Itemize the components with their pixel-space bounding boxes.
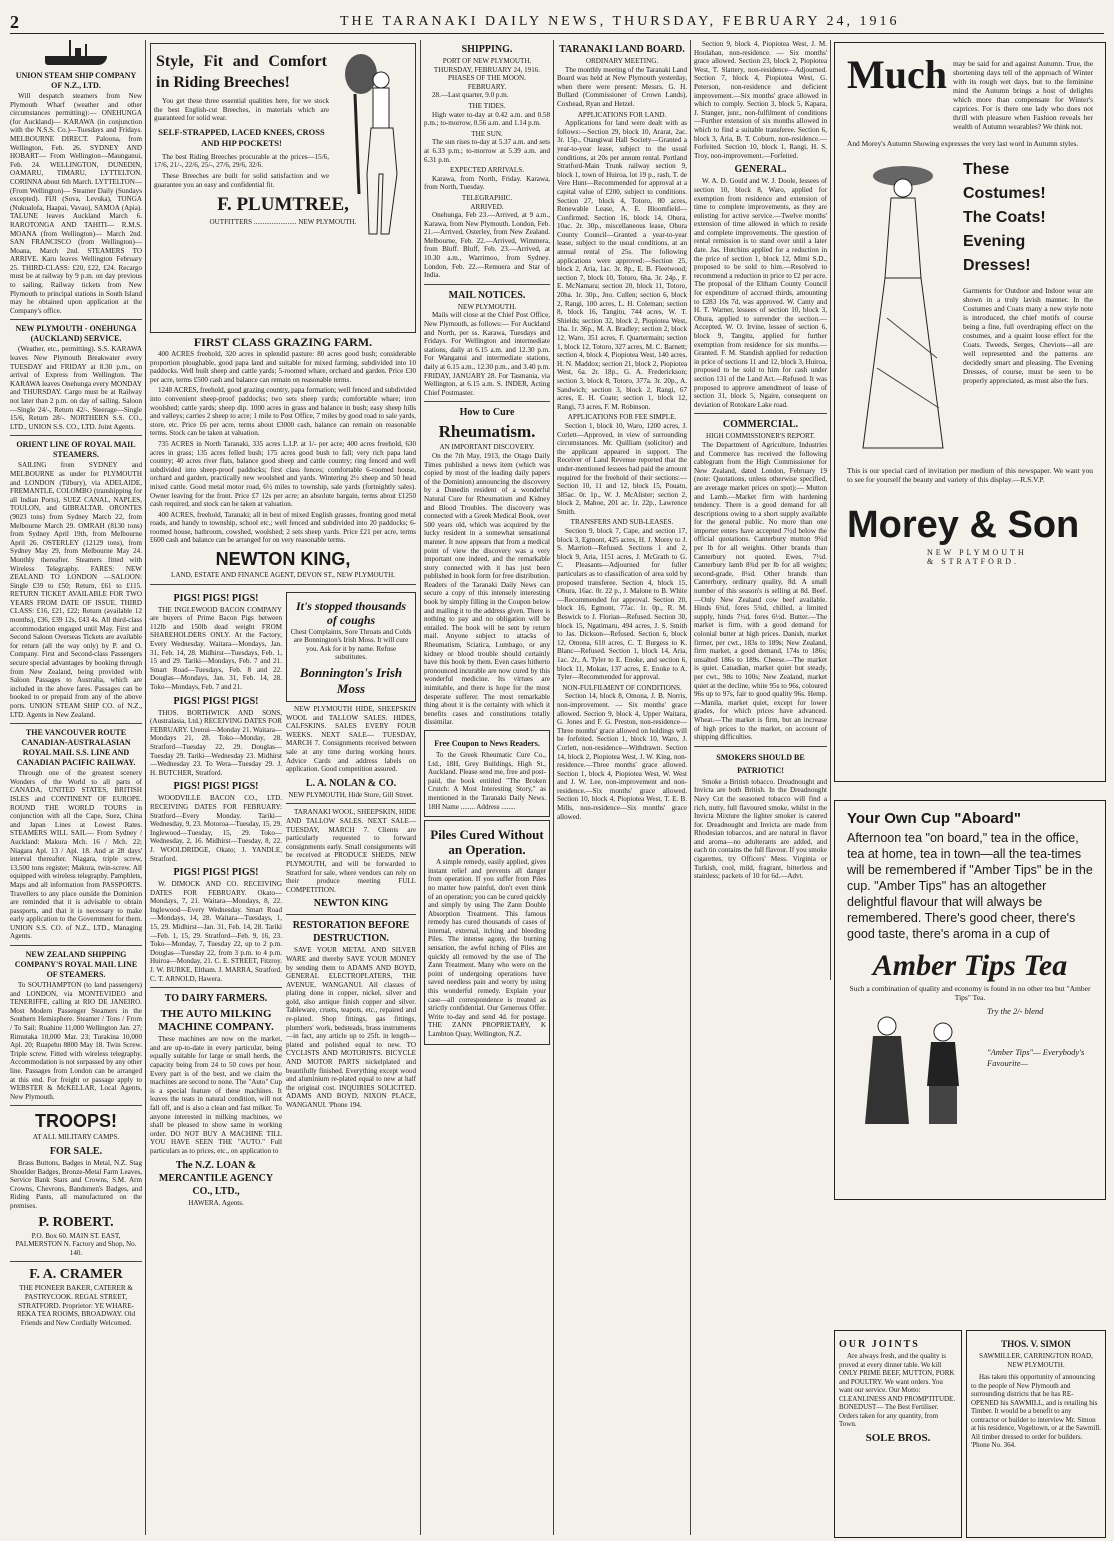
auto-body: These machines are now on the market, and are up-to-date in every particular, being equally suitable for large or small herds, the capacity being from 24 to 50 cows per hour. Every part is of the best, and we claim the machines are second to none. The "Auto" Cup is a special feature of these machines. It leaves the teats in natural condition, will not fall off, and is also a clean and fast milker. To anyone interested in milking machines, we shall be pleased to show same in working order. DO NOT BUY A MACHINE TILL YOU HAVE SEEN THE "AUTO." Full particulars as to prices, etc., on application to <box>150 1035 282 1155</box>
irish-moss-ad <box>286 592 416 702</box>
hc-body: The Department of Agriculture, Industries and Commerce has received the following cablegram from the High Commissioner for New Zealand, dated London, February 19 (note: Quotations, unless otherwise specified, are average market prices on spot):— Mutton and Lamb.—Market firm with hardening tendency. There is a good demand for all descriptions owing to a short supply available for the general public. No more than one importer enters have accepted 7½d below the official quotations. Canterbury mutton 9¾d per lb for all weights. Other brands than Canterbury not quoted. Ewes, 7½d. Canterbury lamb 8¾d per lb for all weights; second-grade, 8¼d. Other brands than Canterbury, ordinary quality, 8d. A small number of this season's is selling at 8d. Beef.—Only New Zealand cow beef available. Hinds 6¾d, fores 5¾d, chilled, a limited supply, hinds 7½d, fores 6½d. Butter.—The market is firm, with a good demand for colonial butter at high prices. Danish, market firmer, per cwt., 183s to 189s; New Zealand, firm market, a good demand, 174s to 186s; unsalted 186s to 189s. Cheese.—The market is quiet. Canadian, market quiet but steady, per cwt., 98s to 100s; New Zealand, market quiet at the decline, white 95s to 96s, coloured 96s up to 97s, fair to good quality 96s. Hemp.—Manila, market quiet, except for lower grades, for which prices have advanced. Wheat.—The market is firm, but an increase of high prices to the market, on account of shipping difficulties. <box>694 440 827 742</box>
onehunga-title: NEW PLYMOUTH - ONEHUNGA (AUCKLAND) SERVICE. <box>15 324 137 344</box>
arrived-body: Onehunga, Feb 23.—Arrived, at 9 a.m., Karawa, from New Plymouth. London, Feb. 21.—Arrived, Osterley, from New Zealand. Melbourne, Feb. 22.—Arrived, Wimmera, from Bluff. Bluff, Feb. 23.—Arrived, at 10.30 a.m., Warrimoo, from Sydney. London, Feb. 22.—Remuera and Star of India. <box>424 211 550 280</box>
sole-bros: SOLE BROS. <box>865 1431 931 1444</box>
pigs-heading: PIGS! PIGS! PIGS! <box>173 695 259 707</box>
coupon-box <box>424 730 550 817</box>
apps-heading: APPLICATIONS FOR LAND. <box>577 110 667 119</box>
plumtree-sub: OUTFITTERS ........................ NEW PLYMOUTH. <box>209 218 357 227</box>
vancouver-title: THE VANCOUVER ROUTE CANADIAN-AUSTRALASIAN ROYAL MAIL S.S. LINE AND CANADIAN PACIFIC RAILWAY. <box>16 728 136 768</box>
port-heading: PORT OF NEW PLYMOUTH. <box>442 57 532 65</box>
costumes-body: Garments for Outdoor and Indoor wear are shown in a truly lavish manner. In the Costumes and Coats many a new style note is introduced, the chief motifs of course being a fine, full overdraping effect on the costumes, and a quaint loose effect for the Coats. Tweeds, Serges, Cheviots—all are well represented and the patterns are decidedly smart and pleasing. The Evening Dresses, of course, must be seen to be properly appreciated, as must also the furs. <box>963 286 1093 385</box>
piles-ad <box>424 820 550 1044</box>
pigs-inglewood: THE INGLEWOOD BACON COMPANY are buyers of Prime Bacon Pigs between 112lb and 150lb dead weight FROM SHAREHOLDERS ONLY. At the Factory, Every Wednesday. Waitara—Mondays, Jan. 31, Feb. 14, 28. Midhirst—Tuesdays, Feb. 1, 15 and 29. Tariki—Mondays, Feb. 7 and 21. Smart Road—Tuesdays, Feb. 8 and 22. Douglas—Mondays, Jan. 31, Feb. 14, 28. Toko—Mondays, Feb. 7 and 21. <box>150 605 282 691</box>
moon-body: 28.—Last quarter, 9.0 p.m. <box>432 91 509 100</box>
morey-ad <box>834 42 1106 782</box>
moon-heading: PHASES OF THE MOON. <box>448 74 526 83</box>
shipping-date: THURSDAY, FEBRUARY 24, 1916. <box>433 65 541 74</box>
morey-location-1: NEW PLYMOUTH <box>927 548 1027 557</box>
mail-heading: MAIL NOTICES. <box>448 289 526 301</box>
amber-sub: Such a combination of quality and economy is found in no other tea but "Amber Tips" Tea. <box>849 984 1091 1002</box>
board-body: The monthly meeting of the Taranaki Land Board was held at New Plymouth yesterday, when there were present: Messrs. G. H. Bullard (Commissioner of Crown Lands), Coxhead, Ryan and Hetzel. <box>557 65 687 108</box>
cramer-name: F. A. CRAMER <box>29 1267 123 1283</box>
farm-listing-2: 1248 ACRES, freehold, good grazing country, papa formation; well fenced and subdivided into convenient sheep-proof paddocks; two sets sheep yards; comfortable whare; iron woolshed; cattle yards; sheep dip. 1000 acres in grass and balance in bush; easy sheep hills and valleys; carries 2 sheep to acre; 1 mile to Post Office, 7 miles by good road to sale yards, store, etc. Price £6 per acre, terms about £3000 cash, balance can remain on reasonable terms. Stock can be taken at valuation. <box>150 386 416 438</box>
newton-king-sub: LAND, ESTATE AND FINANCE AGENT, DEVON ST., NEW PLYMOUTH. <box>171 571 395 580</box>
restoration-heading: RESTORATION BEFORE DESTRUCTION. <box>292 920 410 945</box>
coughs-headline: It's stopped thousands of coughs <box>295 598 407 627</box>
column-rule <box>690 40 691 1535</box>
hc-heading: HIGH COMMISSIONER'S REPORT. <box>706 432 815 441</box>
evening-heading: Evening Dresses! <box>963 233 1031 274</box>
transfers-heading: TRANSFERS AND SUB-LEASES. <box>570 518 674 527</box>
nzloan-sub: HAWERA. Agents. <box>188 1198 244 1207</box>
general-heading: GENERAL. <box>734 164 787 176</box>
much-body: may be said for and against Autumn. True, the shortening days tell of the approach of Winter with its rough wet days, but to the feminine mind the Autumn brings a host of delights which more than compensate for Winter's caprices. For is there one lady who does not thrill with pleasure when Fashion reveals her wealth of Autumn wearables? We think not. <box>953 59 1093 131</box>
joints-heading: OUR JOINTS <box>839 1339 920 1350</box>
farm-listing-1: 400 ACRES freehold, 320 acres in splendid pasture: 80 acres good bush; considerable proportion ploughable, good papa land and suitable for mixed farming, subdivided into 10 paddocks. Well built sheep and cattle yards; 5-roomed whare, orchard and garden. Price £30 per acre, terms £500 cash and balance can remain on reasonable terms. <box>150 350 416 384</box>
dairy-heading: TO DAIRY FARMERS. <box>164 993 268 1005</box>
costumes-heading: These Costumes! <box>963 161 1046 202</box>
transfers-body: Section 9, block 7, Cape, and section 17, block 3, Egmont, 425 acres, H. J. Morey to J. S. Marriott—Refused. Sections 1 and 2, block 9, Aria, 1151 acres, J. McGrath to G. C. Pleasants—Adjourned for fuller particulars as to classification of area sold by proposed transferee. Section 4, block 15, Ohura, 16ac. 0r. 22 p., J. Malone to B. White—Recommended for approval. Section 20, block 16, Egmont, 77ac. 1r. 0p., R. M. Beswick to J. Florian—Refused. Section 30, block 15, Ngatimaru, 494 acres, J. S. Smith to Jas. Dickson—Refused. Section 6, block 12, Omona, 610 acres, C. T. Burgess to K. Blanc—Refused. Section 1, block 14, Aria, 1ac. 2r., A. Tyler to E. Enoke, and section 6, block 11, Mokau, 137 acres, E. Enoke to A. Tyler—Recommended for approval. <box>557 527 687 682</box>
piles-heading: Piles Cured Without an Operation. <box>430 827 544 858</box>
tides-body: High water to-day at 0.42 a.m. and 0.58 p.m.; to-morrow, 0.56 a.m. and 1.14 p.m. <box>424 110 550 128</box>
expected-heading: EXPECTED ARRIVALS. <box>450 166 524 175</box>
land-board-heading: TARANAKI LAND BOARD. <box>559 44 685 55</box>
vancouver-body: Through one of the greatest scenery Wonders of the World to all parts of CANADA, UNITED STATES, BRITISH ISLES and CONTINENT OF EUROPE. ROUND THE WORLD TOURS in conjunction with all the Cape, Suez, China and Japan Lines at Lowest Rates. STEAMERS WILL SAIL— From Sydney / Auckland: Makura Mch. 16 / Mch. 22; Niagara Apl. 13 / Apl. 18. And at 28 days' interval thereafter. Niagara, triple screw, 13,500 tons register; Makura, twin-screw. All equipped with wireless telegraphy. Pamphlets, Maps and all information from PASSPORTS. Travellers to any place outside the Dominion are reminded that it is advisable to obtain passports, and that it is necessary to make early application to the Government for them. UNION S.S. CO. of N.Z., LTD., Managing Agents. <box>10 769 142 941</box>
newton-king: NEWTON KING, <box>215 549 351 570</box>
coupon-body: To the Greek Rheumatic Cure Co., Ltd., 18H, Grey Buildings, High St., Auckland. Please send me, free and post-paid, the book entitled "The Broken Crutch: A Most Interesting Story," as mentioned in the Taranaki Daily News. 18H Name ........ Address ........ <box>428 750 546 811</box>
adams-body: SAVE YOUR METAL AND SILVER WARE and thereby SAVE YOUR MONEY by sending them to ADAMS AND BOYD, GENERAL ELECTROPLATERS, THE AVENUE, WANGANUI. All classes of plating done in copper, nickel, silver and gold, also antique finish copper and silver. Tableware, cruets, teapots, etc., repaired and re-plated. Shop fittings, gas fittings, plumbers' work, bedsteads, brass instruments—in fact, any article up to 25ft. in length—plated and polished equal to new. TO CYCLISTS AND MOTORISTS. BICYCLE AND MOTOR PARTS nickelplated and beautifully finished. Everything except wood and aluminium re-plated equal to new at half the original cost. INQUIRIES SOLICITED. ADAMS AND BOYD, NIXON PLACE, WANGANUI. 'Phone 194. <box>286 946 416 1109</box>
ordinary-meeting: ORDINARY MEETING. <box>585 57 659 65</box>
orient-title: ORIENT LINE OF ROYAL MAIL STEAMERS. <box>16 440 136 460</box>
invitation-text: This is our special card of invitation per medium of this newspaper. We want you to see for yourself the beauty and variety of this display.—R.S.V.P. <box>847 466 1093 484</box>
fee-simple-body: Section 1, block 10, Waro, 1200 acres, J. Corlett—Approved, in view of surrounding circumstances. Mr. Quilliam (solicitor) and the applicant appeared in support. The Receiver of Land Revenue reported that the under-mentioned lessees had paid the amount required for the freehold of their sections:—Section 10, 11 and 12, block 15, Pouatu, 385ac. 0r. 1p., W. J. McAlister; section 2, block 2, Mahoe, 201 ac. 1r. 22p., Lawrence Smith. <box>557 421 687 516</box>
orient-body: SAILING from SYDNEY and MELBOURNE as under for PLYMOUTH and LONDON (Tilbury), via ADELAIDE, FREMANTLE, COLOMBO (transhipping for all Indian Ports), SUEZ CANAL, NAPLES, TOULON, and GIBRALTAR. ORONTES (9023 tons) from Sydney March 22, from Melbourne March 29. OMRAH (8130 tons) from Sydney April 19th, from Melbourne April 26. OSTERLEY (12129 tons), from Sydney May 29, from Melbourne May 24. Monthly thereafter. Steamers fitted with Wireless Telegraphy. FARES: NEW ZEALAND TO LONDON —SALOON: Single £39 to £50; Return, £61 to £115. RETURN TICKET AVAILABLE FOR TWO YEARS FROM DATE OF ISSUE. THIRD CLASS: £16, £21, £22; Return (available 12 months), £36, £39 12s, £43 4s. All third-class accommodation engaged until May. First and Second Saloon Overseas Tickets are available for return (all the way only) by P. and O. Company. First and Second-class Passengers secure special advantages by booking through from New Zealand, being provided with Saloon Passages to Australia, which are included in the above fares. Passages can be booked to or prepaid from any of the above ports. UNION STEAM SHIP CO. of N.Z., LTD. Agents in New Zealand. <box>10 461 142 719</box>
pigs-borthwick: THOS. BORTHWICK AND SONS, (Australasia, Ltd.) RECEIVING DATES FOR FEBRUARY. Urenui—Monday 21. Waitara—Mondays 21, 28. Toko—Monday, 28. Stratford—Tuesday 22, 29. Douglas—Tuesday 29. Tariki—Wednesday 23. Midhirst—Wednesday 23. To Wera—Tuesday 29. J. H. BUTCHER, Stratford. <box>150 708 282 777</box>
coats-heading: The Coats! <box>963 209 1046 226</box>
plumtree-name: F. PLUMTREE, <box>217 194 349 216</box>
onehunga-body: (Weather, etc., permitting). S.S. KARAWA leaves New Plymouth Breakwater every TUESDAY and FRIDAY at 8.30 p.m., on arrival of Express from Wellington. The KARAWA leaves Onehunga every MONDAY and THURSDAY. Cargo must be at Railway not later than 2 p.m. on day of sailing. Saloon—Single 24/-, Return 42/-. Steerage—Single 15/6, Return 28/-. NORTHERN S.S. CO., LTD., UNION S.S. CO., LTD. Joint Agents. <box>10 345 142 431</box>
pigs-woodville: WOODVILLE BACON CO., LTD. RECEIVING DATES FOR FEBRUARY: Stratford—Every Monday. Tariki—Wednesday, 9, 23. Motoroa—Tuesday, 15, 29. Inglewood—Tuesday, 15, 29. Toko—Wednesday, 2, 16. Midhirst—Tuesday, 8, 22. J. WOOLDRIDGE, Okato; J. YANDLE, Stratford. <box>150 794 282 863</box>
morey-brand: Morey & Son <box>847 504 1080 546</box>
column-rule <box>553 40 554 1535</box>
coughs-body: Chest Complaints, Sore Throats and Colds are Bonnington's Irish Moss. It will cure you. Ask for it by name. Refuse substitutes. <box>290 627 412 662</box>
coupon-heading: Free Coupon to News Readers. <box>434 738 540 748</box>
pigs-heading: PIGS! PIGS! PIGS! <box>173 781 259 793</box>
rheumatism-heading: Rheumatism. <box>438 422 536 442</box>
joints-body: Are always fresh, and the quality is proved at every dinner table. We kill ONLY PRIME BEEF, MUTTON, PORK and POULTRY. We want orders. You want our service. Our Motto: CLEANLINESS AND PROMPTITUDE. BONEDUST— The Best Fertiliser. Orders taken for any quantity, from Town. <box>839 1352 956 1428</box>
robert-address: P.O. Box 60. MAIN ST. EAST, PALMERSTON N. Factory and Shop, No. 140. <box>15 1231 137 1257</box>
column-land-board <box>557 40 687 1535</box>
column-rule <box>145 40 146 1535</box>
breeches-title: Style, Fit and Comfort in Riding Breeches! <box>156 53 327 91</box>
masthead <box>10 12 1104 34</box>
union-body: Will despatch steamers from New Plymouth Wharf (weather and other circumstances permitting):— ONEHUNGA (for Auckland)— KARAWA (in conjunction with the N.S.S. Co.)—Tuesdays and Fridays. MELBOURNE DIRECT. Paloona, from Wellington, Feb. 26. SYDNEY AND HOBART— From Wellington—Maunganui, Feb. 24. WELLINGTON, DUNEDIN, OAMARU, TIMARU, LYTTELTON. CORINNA about 6th March. LYTTELTON—(From Wellington)— Steamer Daily (Sundays excepted). FIJI (Suva, Levuka), TONGA (Nukualofa, Haapai, Vavau), SAMOA (Apia). TALUNE leaves Auckland March 6. RAROTONGA AND TAHITI— R.M.S. MOANA (from Wellington)— March 2nd. SAN FRANCISCO (from Wellington)— Moana, March 2nd. STEAMERS TO ARRIVE. Karu leaves Wellington February 25. THIRD-CLASS: £20, £22, £24. Recargo must be at railway by 9 p.m. on day previous to sailing. Railway tickets from New Plymouth to principal stations in South Island may be obtained upon application at the Company's office. <box>10 92 142 315</box>
page-number: 2 <box>10 12 22 32</box>
breeches-ad <box>150 43 416 333</box>
pigs-dimock: W. DIMOCK AND CO. RECEIVING DATES FOR FEBRUARY. Okato—Mondays, 7, 21. Waitara—Mondays, 8, 22. Inglewood—Every Wednesday. Smart Road—Mondays, 14, 28. Waitara—Tuesdays, 1, 15, 29. Midhirst—Jan. 31, Feb. 14, 28. Tariki—Feb. 1, 15, 29. Stratford—Feb. 9, 16, 23. Toko—Monday, 7, Tuesday 22, up to 2 p.m. Douglas—Tuesday 22, from 3 p.m. to 4 p.m. Huiroa—Monday, 21. C. E. STREET, Fitzroy. J. W. BURKE, Eltham. J. MARRA, Stratford. C. T. ARNOLD, Hawera. <box>150 880 282 983</box>
newton-king-2: NEWTON KING <box>313 898 389 910</box>
nzshipping-title: NEW ZEALAND SHIPPING COMPANY'S ROYAL MAIL LINE OF STEAMERS. <box>14 950 138 980</box>
farm-title: FIRST CLASS GRAZING FARM. <box>193 335 373 349</box>
tea-couple-illustration <box>847 1006 987 1126</box>
rider-illustration <box>335 54 409 254</box>
column-shipping-news <box>424 40 550 1535</box>
troops-title: TROOPS! <box>34 1111 117 1132</box>
shipping-heading: SHIPPING. <box>461 44 513 55</box>
moon-month: FEBRUARY. <box>467 82 507 91</box>
mail-body: Mails will close at the Chief Post Office, New Plymouth, as follows:— For Auckland and North, per ss. Karawa, Tuesdays and Fridays. For Wellington and intermediate stations, daily at 6.15 a.m. and 12.30 p.m. For Wanganui and intermediate stations, daily at 6.15 a.m., 12.30 p.m., and 3.40 p.m. FRIDAY, JANUARY 28. For Tasmania, via Wellington, at 6.15 a.m. S. INDER, Acting Chief Postmaster. <box>424 311 550 397</box>
cup-body: Afternoon tea "on board," tea in the office, tea at home, tea in town—all the tea-times will be remembered if "Amber Tips" be in the cup. "Amber Tips" has an altogether delightful flavour that will always be remembered. There's good cheer, there's good taste, there's aroma in a cup of <box>847 831 1093 941</box>
hides-body: NEW PLYMOUTH HIDE, SHEEPSKIN WOOL and TALLOW SALES. HIDES, CALFSKINS. SALES EVERY FOUR WEEKS. NEXT SALE— TUESDAY, MARCH 7. Consignments received between sale at any time during working hours. Advice Cards and address labels on application. Good competition assured. <box>286 705 416 774</box>
simon-heading: THOS. V. SIMON <box>1001 1339 1071 1349</box>
land-continued: Section 9, block 4, Piopiotea West, J. M. Houlahan, non-residence. — Six months' grace allowed. Section 23, block 2, Piopiotea West, T. Slattery, non-residence—Adjourned. Section 7, block 4, Piopiotea West, G. Peterson, non-residence and deficient improvement.—Six months' grace allowed in which to comply. Section 3, block 5, Kapara, J. Stanger, junr., non-fulfilment of conditions—Further extension of six months allowed in which to find a suitable transferee. Section 6, block 3, Aria, B. T. Coburn, non-residence.—Forfeited. Section 10, block 1, Rangi, H. S. Troy, non-improvement.—Forfeited. <box>694 40 827 160</box>
smokers-heading: SMOKERS SHOULD BE PATRIOTIC! <box>716 752 805 775</box>
try-blend: Try the 2/- blend <box>987 1006 1044 1016</box>
breeches-body: You get these three essential qualities here, for we stock the best English-cut Breeches, in materials which are guaranteed for solid wear. <box>154 97 329 123</box>
nonfulfilment-heading: NON-FULFILMENT OF CONDITIONS. <box>562 683 682 692</box>
cup-heading: Your Own Cup "Aboard" <box>847 810 1021 827</box>
mail-location: NEW PLYMOUTH. <box>457 302 517 311</box>
nzloan-name: The N.Z. LOAN & MERCANTILE AGENCY CO., LTD., <box>158 1159 274 1197</box>
telegraphic-heading: TELEGRAPHIC. <box>461 193 513 202</box>
joints-ad <box>834 1330 962 1538</box>
pigs-heading: PIGS! PIGS! PIGS! <box>173 867 259 879</box>
cramer-body: THE PIONEER BAKER, CATERER & PASTRYCOOK. REGAL STREET, STRATFORD. Proprietor: YE WHARE-REKA TEA ROOMS, BROADWAY. Old Friends and New Cordially Welcomed. <box>16 1284 136 1327</box>
auto-heading: THE AUTO MILKING MACHINE COMPANY. <box>158 1008 274 1034</box>
piles-body: A simple remedy, easily applied, gives instant relief and prevents all danger from operation. If you suffer from Piles no matter how painful, don't even think of an operation; you can be cured quickly and simply by using The Zann Double Absorption Treatment. This famous remedy has cured thousands of cases of internal, external, itching and bleeding Piles. The intense agony, the burning sensation, the awful itching of Piles are quickly all removed by the use of The Zann Treatment. Many who were on the point of undergoing operations have saved needless pain and worry by using this wonderful remedy. Explain your case—all correspondence is treated as strictly confidential. Our Generous Offer. Write to-day and send 4d. for postage. THE ZANN PROPRIETARY, K Lambton Quay, Wellington, N.Z. <box>428 858 546 1038</box>
troops-sub: AT ALL MILITARY CAMPS. <box>32 1133 120 1142</box>
troops-sale: FOR SALE. <box>49 1145 103 1157</box>
pigs-heading: PIGS! PIGS! PIGS! <box>173 592 259 604</box>
ship-icon <box>41 40 111 68</box>
arrived-heading: ARRIVED. <box>470 202 504 211</box>
robert-name: P. ROBERT. <box>38 1214 114 1230</box>
commercial-heading: COMMERCIAL. <box>722 419 799 431</box>
column-commercial <box>694 40 827 1535</box>
simon-ad <box>966 1330 1106 1538</box>
simon-sub: SAWMILLER, CARRINGTON ROAD, NEW PLYMOUTH. <box>979 1352 1093 1369</box>
farm-listing-3: 735 ACRES in North Taranaki, 335 acres L.I.P. at 1/- per acre; 400 acres freehold, 630 acres in grass; 135 acres felled bush; 175 acres good bush to fall; very rich papa land country; 40 acres river flats, balance good sheep and cattle country; ring fenced and well subdivided into sheep-proof paddocks; first class fences; comfortable 6-roomed house, orchard and garden, practically new woolshed and yards. Wintering 2½ sheep and 50 head mixed cattle. Good metal motor road, 6½ miles to township, sale yards (fortnightly sales). Owner leaving for the front. Price £7 12s per acre; an absolute bargain, terms about £1250 cash required, and stock can be taken at valuation. <box>150 439 416 509</box>
fee-simple-heading: APPLICATIONS FOR FEE SIMPLE. <box>567 413 677 422</box>
rheumatism-sub: AN IMPORTANT DISCOVERY. <box>439 443 535 452</box>
column-rule <box>420 40 421 1535</box>
irish-moss-brand: Bonnington's Irish Moss <box>299 665 403 697</box>
troops-body: Brass Buttons, Badges in Metal, N.Z. Stag Shoulder Badges, Bronze-Metal Farm Leaves, Service Bank Stars and Crowns, S.M. Arm Crowns, Chevrons, Bandsmen's Badges, and Riding Pants, all manufactured on the premises. <box>10 1158 142 1210</box>
sun-body: The sun rises to-day at 5.37 a.m. and sets at 6.33 p.m.; to-morrow at 5.39 a.m. and 6.31 p.m. <box>424 138 550 164</box>
cure-heading: How to Cure <box>459 407 515 419</box>
wool-body: TARANAKI WOOL, SHEEPSKIN, HIDE AND TALLOW SALES. NEXT SALE— TUESDAY, MARCH 7. Clients are particularly requested to forward consignments early. Small consignments will be received at PRODUCE SHEDS, NEW PLYMOUTH, and will be forwarded to Stratford for sale, where vendors can rely on their produce meeting FULL COMPETITION. <box>286 808 416 894</box>
nolan-sub: NEW PLYMOUTH, Hide Store, Gill Street. <box>288 790 414 799</box>
breeches-note: These Breeches are built for solid satisfaction and we guarantee you an easy and confidential fit. <box>154 171 329 189</box>
general-body: W. A. D. Gould and W. J. Doole, lessees of section 10, block 8, Waro, applied for exemption from residence and extension of time to complete improvements, as they are enlisting for active service.—Twelve months' extension of time allowed in which to reside and complete improvements. The question of rental remission is to stand over until a later date. Jas. Hutchins applied for a reduction in the price of section 1, block 12, Mimi S.D., proposed to be sold to him.—Resolved to recommend a reduction in price to £2 per acre. The proposal of the Eltham County Council for expenditure of accrued thirds, amounting to £283 10s 7d, was approved. W. Canty and H. T. Warner, lessees of section 10, block 3, Ohura, applied to surrender the section.—Accepted. W. O. Irvine, lessee of section 6, block 9, Tangitu, applied for further exemption from residence for six months.—Granted. F. M. Standish applied for reduction in price of sections 11 and 12, block 3, Huiroa, proposed to be sold to him for cash under section 131 of the Land Act.—Refused. It was proposed to approve amendment of lease of section 31, block 5, Ngaire, consequent on deviation of Rotokare Lake road. <box>694 177 827 409</box>
amber-brand: Amber Tips Tea <box>872 949 1068 982</box>
simon-body: Has taken this opportunity of announcing to the people of New Plymouth and surrounding districts that he has RE-OPENED his SAWMILL, and is retailing his Timber. It would be a benefit to any contractor or builder to interview Mr. Simon at his residence, Vogeltown, or at the Sawmill. All timber dressed to order for builders. 'Phone No. 364. <box>971 1373 1101 1449</box>
lady-illustration <box>847 158 957 458</box>
smokers-body: Smoke a British tobacco. Dreadnought and Invicta are both British. In the Dreadnought Navy Cut the seasoned tobacco will find a rich, nutty, full flavoured smoke, whilst in the Invicta Mixture the lighter smoker is catered for. Dreadnought and Invicta are made from Rhodesian tobaccos, and are natural in flavor and aroma—no adulterants are added, and each tin contains the full flavour. If you smoke cigarettes, try Officers' Mess. Virginia or Turkish, cool, mild, fragrant, bitterless and stainless; packets of 10 for 6d.—Advt. <box>694 777 827 881</box>
column-rule <box>830 40 831 980</box>
tides-heading: THE TIDES. <box>468 101 506 110</box>
breeches-features: SELF-STRAPPED, LACED KNEES, CROSS AND HIP POCKETS! <box>158 126 325 148</box>
union-title: UNION STEAM SHIP COMPANY OF N.Z., LTD. <box>15 71 137 90</box>
column-ads-2 <box>150 40 416 1535</box>
newspaper-title: THE TARANAKI DAILY NEWS, THURSDAY, FEBRUARY 24, 1916 <box>340 14 900 29</box>
morey-location-2: & STRATFORD. <box>927 557 1020 566</box>
expected-body: Karawa, from North, Friday. Karawa, from North, Tuesday. <box>424 174 550 192</box>
column-shipping-ads <box>10 40 142 1535</box>
breeches-prices: The best Riding Breeches procurable at the prices—15/6, 17/6, 21/-, 22/6, 25/-, 27/6, 29/6, 32/6. <box>154 152 329 170</box>
nonfulfilment-body: Section 14, block 8, Omona, J. B. Norris, non-improvement. — Six months' grace allowed. Section 9, block 4, Upper Waitara, G. Jones and F. G. Preston, non-residence—Three months' grace allowed on holdings will be forfeited. Section 1, block 10, Waro, J. Corlett, non-residence—Withdrawn. Section 14, block 2, Piopiotea West, J. W. King, non-residence.—Three months' grace allowed. Section 1, block 4, Piopiotea West, W. West and J. W. Lee, non-improvement and non-residence.—Six months' grace allowed. Section 10, block 4, Piopiotea West, T. E. B. Mills, non-residence—Six months' grace allowed. <box>557 692 687 821</box>
much-footer: And Morey's Autumn Showing expresses the very last word in Autumn styles. <box>847 139 1079 148</box>
amber-tips-ad <box>834 800 1106 1200</box>
amber-caption: "Amber Tips"— Everybody's Favourite— <box>987 1047 1085 1068</box>
farm-listing-4: 400 ACRES, freehold, Taranaki; all in best of mixed English grasses, fronting good metal roads, and handy to township, school etc.; well fenced and subdivided into 20 paddocks; 6-roomed house, bathroom, cowshed, woolshed; 2 sets sheep yards. Price £21 per acre, terms £600 cash and balance can be arranged for on very reasonable terms. <box>150 510 416 545</box>
nolan-name: L. A. NOLAN & CO. <box>305 777 397 789</box>
nzshipping-body: To SOUTHAMPTON (to land passengers) and LONDON, via MONTEVIDEO and TENERIFFE, calling at RIO DE JANEIRO. Most Modern Passenger Steamers in the Southern Hemisphere. Steamer / Tons / From / To Sail: Ruahine 11,000 Wellington Jan. 27; Rimutaka 10,000 Mar. 23; Turakina 10,000 Apl. 20; Ruapehu 8800 May 18. Twin Screw. Triple screw. Fitted with wireless telegraphy. Accommodation is not surpassed by any other line. Passages from London can be arranged at this end. For freight or passage apply to WEBSTER & McKELLAR, Local Agents, New Plymouth. <box>10 981 142 1101</box>
much-word: Much <box>847 52 947 97</box>
rheumatism-body: On the 7th May, 1913, the Otago Daily Times published a news item (which was copied by most of the leading daily papers of the Dominion) announcing the discovery by a Dunedin resident of a wonderful Natural Cure for Rheumatism and Kidney and Blood Troubles. The discovery was connected with a Greek Medical Book, over 500 years old, which was acquired by the lucky resident in a somewhat sensational manner. It now appears that from a medical point of view the discovery was a very important one indeed, and the remarkable story connected with it has just been published in book form for free distribution. Readers of the Taranaki Daily News can secure a copy of this intensely interesting book by simply filling in the Coupon below and mailing it to the address given. There is nothing to pay and no obligation will be entailed. The book will be sent by return mail. Anyone subject to attacks of Rheumatism, Sciatica, Lumbago, or any kidney or blood trouble should certainly have this book by them. Even cases hitherto pronounced incurable are now cured by this wonderful medicine. Its virtues are inimitable, and there is hope for the most desperate sufferer. The most remarkable thing about it is the certainty with which it benefits cases and constitutions totally dissimilar. <box>424 451 550 727</box>
sun-heading: THE SUN. <box>471 129 503 138</box>
apps-body: Applications for land were dealt with as follows:—Section 29, block 10, Ararat, 2ac. 3r. 15p., Otangiwai Hall Society—Granted a year-to-year lease, subject to the usual conditions, at 20s per annum rental. Portland Stratford-Main Trunk railway section 9, block 1, town of Huiroa, lot 19 p., rash, T. de Vere Hunt—Recommended for approval at a capital value of £200, subject to conditions. Section 27, block 4, Totoro, 80 acres, Renewable Lease, A. E. Bloomfield—Confirmed. Section 16, block 14, Ohura, 10ac. 2r. 30p., miscellaneous lease, Ohura County Council—Granted a year-to-year lease, subject to the usual conditions, at an annual rental of 25s. The following applications were approved:—Section 25, block 2, Aria, 1ac. 3r. 8p., E. B. Fleetwood; section 7, block 10, Totoro, 6ha. 3r. 24p., F. E. McNamara; section 20, block 11, Totoro, 20ha. 1r. 30p., Jno. Cullen; section 6, block 2, Rangi, 100 acres, L. H. Coleman; section 8, block 16, Tangitu, 744 acres, W. T. Shields; section 32, block 2, Piopiotea West, 1ha. 1r. 36p., M. A. Bradley; section 2, block 12, Waro, 351 acres, F. Quartermain; section 1, block 12, Totoro, 327 acres, M. C. Barnett; section 4, block 4, Piopiotea West, 140 acres, H. N. Maddox; section 21, block 2, Piopiotea West, 6a. 2r. 18p., G. A. Frederickson; section 3, block 8, Totoro, 377a. 3r. 20p., A. Sandwich; section 3, block 2, Rangi, 67 acres, E. H. Coate; section 1, block 12, Rangi, 73 acres, F. M. Robinson. <box>557 119 687 411</box>
